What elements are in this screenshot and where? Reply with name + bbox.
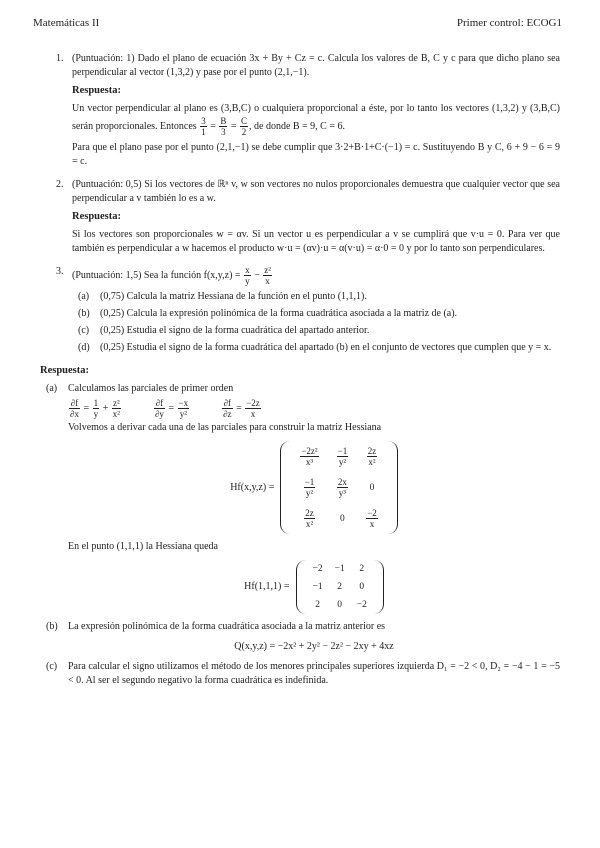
matrix-cell: $\frac{2x}{\text{y³}}$ [337,477,347,498]
hessian-matrix: Hf(x,y,z) = $\frac{\text{−2z²}}{\text{x³}}$ $\frac{-1}{\text{y²}}$ $\frac{2z}{\text{x²}}$ $\frac{-1}{\text{y²}}$ $\frac{2x}{\text{y³}}$ 0 $\frac{2z}{\text{x²}}$ 0 $\frac{-2}{x}$ [68,441,560,534]
matrix-cell: −1 [312,582,323,592]
answer-label: Respuesta: [72,85,121,96]
answer-label: Respuesta: [72,211,121,222]
answer-paragraph: Si los vectores son proporcionales w = αv. Si un vector u es perpendicular a v se cumplirá que v·u = 0. Para ver que también es perpendicular a w hacemos el producto w·u = (αv)·u = α(v·u) = α·0 = 0 y por lo tanto son perpendiculares. [72,229,560,254]
answer-text: Un vector perpendicular al plano es (3,B,C) o cualquiera proporcional a éste, por lo tanto los vectores (1,3,2) y (3,B,C) serán proporcionales. Entonces [72,103,560,132]
answer-text: Calculamos las parciales de primer orden [68,383,234,394]
question-number: 2. [56,179,64,190]
subquestion: (b) (0,25) Calcula la expresión polinómica de la forma cuadrática asociada a la matriz de (a). [78,308,458,319]
subquestion: (a) (0,75) Calcula la matriz Hessiana de la función en el punto (1,1,1). [78,291,367,302]
subquestion: (c) (0,25) Estudia el signo de la forma cuadrática del apartado anterior. [78,325,370,336]
question-number: 1. [56,53,64,64]
matrix-cell: 2 [337,582,343,592]
answer-text: La expresión polinómica de la forma cuadrática asociada a la matriz anterior es [68,621,386,632]
matrix-cell: 2 [315,600,320,610]
hessian-at-point: Hf(1,1,1) = −2 −1 2 −1 2 0 2 0 −2 [68,560,560,614]
question-statement: (Puntuación: 1) Dado el plano de ecuación 3x + By + Cz = c. Calcula los valores de B, C y c para que dicho plano sea perpendicular al vector (1,3,2) y pase por el punto (2,1,−1). [72,53,560,78]
matrix-cell: 2 [359,564,365,574]
question-1 [40,52,560,169]
answer-part-c: (c) Para calcular el signo utilizamos el método de los menores principales superiores izquierda D₁ = −2 < 0, D₂ = −4 − 1 = −5 < 0. Al ser el segundo negativo la forma cuadrática es indefinida. [46,661,560,686]
page-header [33,17,562,29]
matrix-cell: $\frac{-1}{\text{y²}}$ [337,446,348,467]
answer-part-a: (a) Calculamos las parciales de primer orden $\frac{\partial f}{\partial x}$ = $\frac{1}{y}$ + $\frac{\text{z²}}{\text{x²}}$ $\frac{\partial f}{\partial y}$ = $\frac{-x}{\text{y²}}$ $\frac{\partial f}{\partial z}$ = $\frac{-2z}{x}$ Volvemos a derivar cada una de las parciales para construir la matriz Hessiana Hf(x,y,z) = $\frac{\text{−2z²}}{\text{x³}}$ $\frac{-1}{\text{y²}}$ $\frac{2z}{\text{x²}}$ $\frac{-1}{\text{y²}}$ $\frac{2x}{\text{y³}}$ 0 $\frac{2z}{\text{x²}}$ 0 $\frac{-2}{x}$ En el punto (1,1,1) la Hessiana queda Hf(1,1,1) = −2 −1 2 −1 2 0 2 0 −2 [40,382,560,614]
fraction: $\frac{x}{y}$ [245,265,250,286]
matrix-cell: −2 [312,564,323,574]
answer-text: , de donde B = 9, C = 6. [249,120,345,132]
answer-paragraph: Un vector perpendicular al plano es (3,B,C) o cualquiera proporcional a éste, por lo tanto los vectores (1,3,2) y (3,B,C) serán proporcionales. Entonces $\frac{3}{1}$ = $\frac{B}{3}$ = $\frac{C}{2}$ , de donde B = 9, C = 6. [72,103,560,137]
fraction: $\frac{3}{1}$ [201,116,206,137]
answer-text: Para calcular el signo utilizamos el método de los menores principales superiores izquierda D₁ = −2 < 0, D₂ = −4 − 1 = −5 < 0. Al ser el segundo negativo la forma cuadrática es indefinida. [68,661,560,686]
exam-content [40,52,560,692]
fraction: $\frac{B}{3}$ [220,116,227,137]
matrix-cell: 0 [340,513,345,524]
header-exam-title: Primer control: ECOG1 [456,17,562,29]
quadratic-form: Q(x,y,z) = −2x² + 2y² − 2z² − 2xy + 4xz [234,641,394,652]
matrix-cell: $\frac{-2}{x}$ [367,508,377,529]
matrix-cell: −1 [334,564,345,574]
fraction: $\frac{C}{2}$ [240,116,247,137]
matrix-cell: −2 [356,600,367,610]
question-3 [40,265,560,355]
answer-part-b: (b) La expresión polinómica de la forma cuadrática asociada a la matriz anterior es Q(x,y,z) = −2x² + 2y² − 2z² − 2xy + 4xz [40,620,560,654]
answer-text: Volvemos a derivar cada una de las parciales para construir la matriz Hessiana [68,422,382,433]
subquestion: (d) (0,25) Estudia el signo de la forma cuadrática del apartado (b) en el conjunto de vectores que cumplen que y = x. [78,342,552,353]
header-course: Matemáticas II [33,17,100,29]
first-partials: $\frac{\partial f}{\partial x}$ = $\frac{1}{y}$ + $\frac{\text{z²}}{\text{x²}}$ $\frac{\partial f}{\partial y}$ = $\frac{-x}{\text{y²}}$ $\frac{\partial f}{\partial z}$ = $\frac{-2z}{x}$ [70,398,260,419]
answer-label: Respuesta: [40,365,89,376]
matrix-cell: 0 [369,482,375,493]
question-statement: (Puntuación: 1,5) Sea la función f(x,y,z) = $\frac{x}{y}$ − $\frac{\text{z²}}{x}$ [72,265,271,286]
question-number: 3. [56,266,64,277]
fraction: $\frac{\text{z²}}{x}$ [264,265,271,286]
matrix-cell: $\frac{\text{−2z²}}{\text{x³}}$ [301,446,318,467]
question-statement: (Puntuación: 0,5) Si los vectores de ℝⁿ v, w son vectores no nulos proporcionales demuestra que cualquier vector que sea perpendicular a v también lo es a w. [72,179,560,204]
matrix-cell: $\frac{2z}{\text{x²}}$ [305,508,314,529]
matrix-cell: $\frac{2z}{\text{x²}}$ [367,446,377,467]
matrix-cell: 0 [337,600,343,610]
answer-paragraph: Para que el plano pase por el punto (2,1,−1) se debe cumplir que 3·2+B·1+C·(−1) = c. Sustituyendo B y C, 6 + 9 − 6 = 9 = c. [72,142,560,167]
matrix-cell: 0 [359,582,365,592]
answer-text: En el punto (1,1,1) la Hessiana queda [68,541,218,552]
matrix-cell: $\frac{-1}{\text{y²}}$ [304,477,315,498]
question-2 [40,178,560,256]
